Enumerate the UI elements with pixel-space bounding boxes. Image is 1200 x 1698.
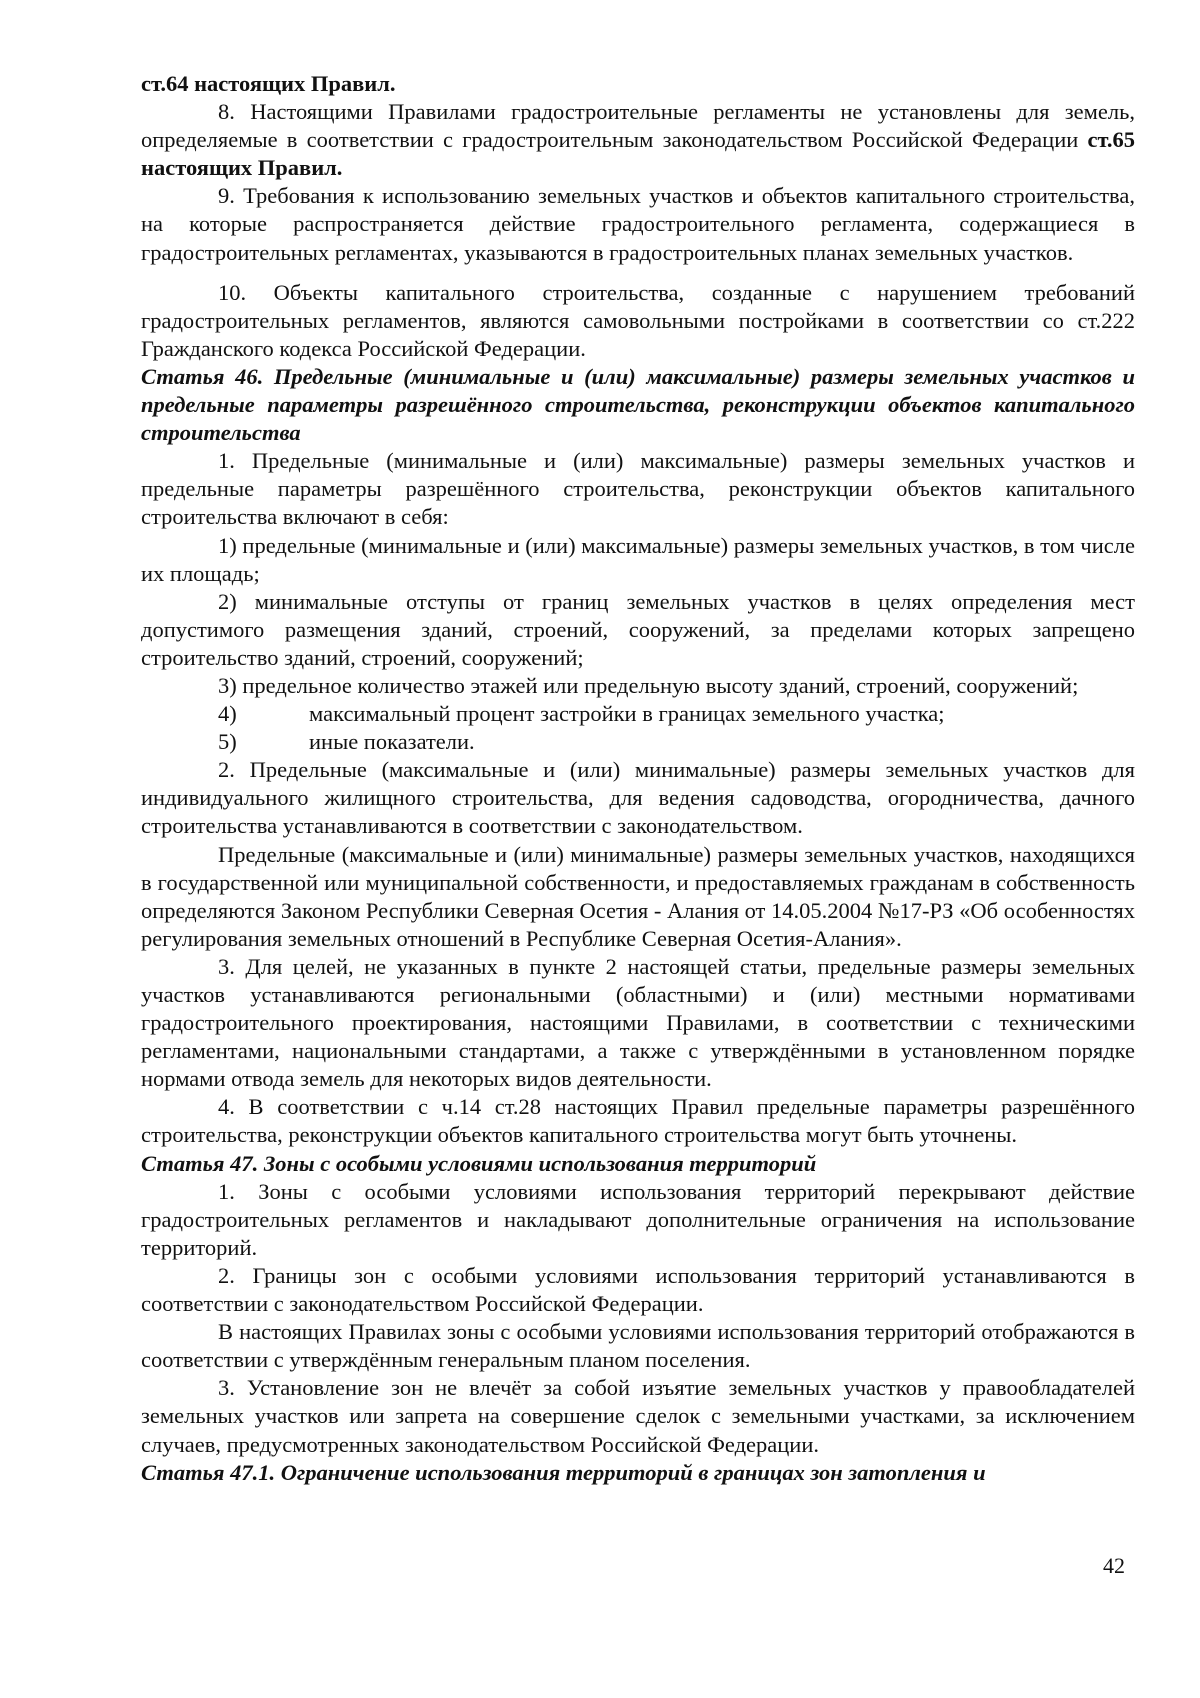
article-46-subitem-4 (141, 700, 1135, 728)
article-47-heading: Статья 47. Зоны с особыми условиями использования территорий (141, 1150, 817, 1176)
article-47-item-2-continued: В настоящих Правилах зоны с особыми условиями использования территорий отображаются в соответствии с утверждённым генеральным планом поселения. (141, 1319, 1135, 1373)
article-46-item-2-continued: Предельные (максимальные и (или) минимальные) размеры земельных участков, находящихся в государственной или муниципальной собственности, и предоставляемых гражданам в собственность определяются Законом Республики Северная Осетия - Алания от 14.05.2004 №17-РЗ «Об особенностях регулирования земельных отношений в Республике Северная Осетия-Алания». (141, 841, 1135, 951)
article-47-1-heading: Статья 47.1. Ограничение использования территорий в границах зон затопления и (141, 1459, 986, 1485)
reference-line: ст.64 настоящих Правил. (141, 71, 396, 96)
paragraph-9: 9. Требования к использованию земельных участков и объектов капитального строительства, на которые распространяется действие градостроительного регламента, содержащиеся в градостроительных регламентах, указываются в градостроительных планах земельных участков. (141, 183, 1135, 265)
article-46-item-2: 2. Предельные (максимальные и (или) минимальные) размеры земельных участков для индивидуального жилищного строительства, для ведения садоводства, огородничества, дачного строительства устанавливаются в соответствии с законодательством. (141, 757, 1135, 839)
article-46-subitem-1: 1) предельные (минимальные и (или) максимальные) размеры земельных участков, в том числе их площадь; (141, 532, 1135, 586)
subitem-4-text: максимальный процент застройки в границах земельного участка; (309, 701, 945, 727)
article-47-item-1: 1. Зоны с особыми условиями использования территорий перекрывают действие градостроительных регламентов и накладывают дополнительные ограничения на использование территорий. (141, 1178, 1135, 1260)
paragraph-8-text: 8. Настоящими Правилами градостроительные регламенты не установлены для земель, определяемые в соответствии с градостроительным законодательством Российской Федерации (141, 99, 1135, 153)
subitem-5-number: 5) (218, 729, 237, 755)
page-number: 42 (1103, 1553, 1125, 1578)
article-46-subitem-2: 2) минимальные отступы от границ земельных участков в целях определения мест допустимого размещения зданий, строений, сооружений, за пределами которых запрещено строительство зданий, строений, сооружений; (141, 588, 1135, 670)
article-47-item-2: 2. Границы зон с особыми условиями использования территорий устанавливаются в соответствии с законодательством Российской Федерации. (141, 1262, 1135, 1317)
article-47-item-3: 3. Установление зон не влечёт за собой изъятие земельных участков у правообладателей земельных участков или запрета на совершение сделок с земельными участками, за исключением случаев, предусмотренных законодательством Российской Федерации. (141, 1375, 1135, 1457)
article-46-item-4: 4. В соответствии с ч.14 ст.28 настоящих Правил предельные параметры разрешённого строительства, реконструкции объектов капитального строительства могут быть уточнены. (141, 1094, 1135, 1148)
subitem-4-number: 4) (218, 701, 237, 727)
document-body (141, 70, 1135, 1487)
article-46-item-3: 3. Для целей, не указанных в пункте 2 настоящей статьи, предельные размеры земельных участков устанавливаются региональными (областными) и (или) местными нормативами градостроительного проектирования, настоящими Правилами, в соответствии с техническими регламентами, национальными стандартами, а также с утверждёнными в установленном порядке нормами отвода земель для некоторых видов деятельности. (141, 953, 1135, 1092)
subitem-5-text: иные показатели. (309, 729, 475, 755)
paragraph-8-ref: ст.65 настоящих Правил. (141, 127, 1136, 181)
article-46-item-1: 1. Предельные (минимальные и (или) максимальные) размеры земельных участков и предельные параметры разрешённого строительства, реконструкции объектов капитального строительства включают в себя: (141, 448, 1135, 530)
paragraph-8 (141, 98, 1135, 182)
article-46-subitem-5 (141, 728, 1135, 756)
article-46-heading: Статья 46. Предельные (минимальные и (или) максимальные) размеры земельных участков и предельные параметры разрешённого строительства, реконструкции объектов капитального строительства (141, 363, 1135, 446)
article-46-subitem-3: 3) предельное количество этажей или предельную высоту зданий, строений, сооружений; (218, 672, 1079, 698)
paragraph-10: 10. Объекты капитального строительства, созданные с нарушением требований градостроительных регламентов, являются самовольными постройками в соответствии со ст.222 Гражданского кодекса Российской Федерации. (141, 279, 1135, 361)
